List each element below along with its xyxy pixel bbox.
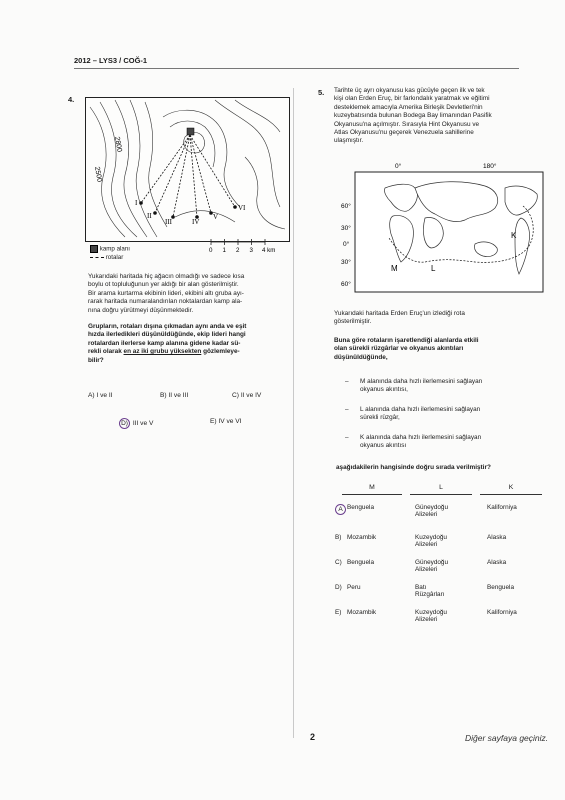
selected-answer-mark: D): [119, 418, 130, 429]
page-header: 2012 – LYS3 / COĞ-1: [74, 56, 148, 65]
next-page-note: Diğer sayfaya geçiniz.: [465, 733, 549, 743]
statement-l: L alanında daha hızlı ilerlemesini sağlayan sürekli rüzgâr,: [360, 406, 481, 422]
selected-answer-mark: A: [335, 504, 346, 515]
longitude-180: 180°: [483, 163, 497, 170]
q5-option-b[interactable]: B) Mozambik Kuzeydoğu Alizeleri Alaska: [335, 534, 507, 548]
column-divider: [293, 88, 294, 738]
column-header-l: L: [439, 484, 443, 491]
q4-option-a[interactable]: A) I ve II: [88, 392, 113, 399]
question-5-intro: Tarihte üç ayrı okyanusu kas gücüyle geçen ilk ve tek kişi olan Erden Eruç, bir farkındalık yaratmak ve eğitimi desteklemek amacıyla Amerika Birleşik Devletleri'nin kuzeybatısında bulunan Bodega Bay limanından Pasifik Okyanusu'na açılmıştır. Sırasıyla Hint Okyanusu ve Atlas Okyanusu'nu geçerek Venezuela sahillerine ulaşmıştır.: [334, 87, 492, 145]
scale-tick-1: 1: [222, 247, 226, 254]
scale-tick-3: 3: [249, 247, 253, 254]
latitude-0: 0°: [343, 241, 350, 248]
longitude-0: 0°: [395, 163, 402, 170]
latitude-30n: 30°: [341, 225, 351, 232]
q5-option-e[interactable]: E) Mozambik Kuzeydoğu Alizeleri Kaliforniya: [335, 609, 517, 623]
question-5-number: 5.: [318, 88, 325, 97]
point-I: I: [135, 199, 138, 207]
question-4-stem: Yukarıdaki haritada hiç ağacın olmadığı ve sadece kısa boylu ot topluluğunun yer aldığı bir alan gösterilmiştir. Bir arama kurtarma ekibinin lideri, ekibini altı gruba ayı- rarak haritada numaralandırılan noktalardan kamp ala- nına doğru yürütmeyi düşünmektedir.: [88, 273, 245, 314]
latitude-60n: 60°: [341, 203, 351, 210]
q4-option-b[interactable]: B) II ve III: [160, 392, 189, 399]
header-divider: [74, 68, 519, 69]
statement-m: M alanında daha hızlı ilerlemesini sağlayan okyanus akıntısı,: [360, 378, 483, 394]
q5-option-a-selected[interactable]: A Benguela Güneydoğu Alizeleri Kaliforniya: [335, 504, 545, 534]
point-V: V: [213, 213, 219, 221]
point-IV: IV: [192, 218, 200, 226]
scale-bar: [205, 236, 285, 254]
scale-tick-0: 0: [209, 247, 213, 254]
question-4-number: 4.: [68, 95, 75, 104]
point-VI: VI: [238, 204, 246, 212]
underlined-emphasis: en az iki grubu yüksekten: [123, 348, 202, 356]
latitude-60s: 60°: [341, 281, 351, 288]
q5-option-d[interactable]: D) Peru Batı Rüzgârları Benguela: [335, 584, 515, 598]
world-route-map: [325, 158, 545, 298]
latitude-30s: 30°: [341, 259, 351, 266]
q4-option-c[interactable]: C) II ve IV: [232, 392, 262, 399]
column-header-m: M: [369, 484, 375, 491]
contour-label-2800: 2800: [113, 136, 123, 153]
answer-table: [330, 484, 545, 498]
point-III: III: [165, 218, 172, 226]
q4-option-e[interactable]: E) IV ve VI: [210, 418, 242, 425]
route-legend-icon: [90, 257, 104, 258]
area-label-m: M: [391, 264, 398, 273]
question-5-ask: aşağıdakilerin hangisinde doğru sırada verilmiştir?: [336, 464, 491, 471]
statement-k: K alanında daha hızlı ilerlemesini sağlayan okyanus akıntısı: [360, 434, 482, 450]
scale-tick-2: 2: [236, 247, 240, 254]
map-caption: Yukarıdaki haritada Erden Eruç'un izlediği rota gösterilmiştir.: [334, 310, 465, 326]
area-label-l: L: [431, 264, 436, 273]
q4-option-d-selected[interactable]: D) III ve V: [119, 418, 153, 429]
legend-route: rotalar: [90, 254, 123, 261]
area-label-k: K: [511, 231, 517, 240]
scale-tick-4: 4 km: [262, 247, 276, 254]
camp-legend-icon: [90, 245, 98, 253]
answer-options: [335, 504, 545, 634]
contour-label-2500: 2500: [93, 166, 103, 183]
point-II: II: [147, 212, 152, 220]
camp-topographic-map: [85, 97, 290, 242]
page-number: 2: [310, 732, 316, 742]
legend-camp: kamp alanı: [90, 245, 130, 253]
camp-site-marker: [187, 128, 194, 135]
question-5-prompt: Buna göre rotaların işaretlendiği alanlarda etkili olan sürekli rüzgârlar ve okyanus akıntıları düşünüldüğünde,: [334, 337, 479, 361]
q5-option-c[interactable]: C) Benguela Güneydoğu Alizeleri Alaska: [335, 559, 507, 573]
question-4-prompt: Grupların, rotaları dışına çıkmadan aynı anda ve eşit hızda ilerledikleri düşünüldüğünde, ekip lideri hangi rotalardan ilerlerse kamp alanına gidene kadar sü- rekli olarak en az iki grubu yüksekten gözlemleye- bilir?: [88, 323, 247, 364]
statement-dash-2: –: [345, 406, 349, 413]
column-header-k: K: [508, 484, 514, 491]
statement-dash-3: –: [345, 434, 349, 441]
statement-dash-1: –: [345, 378, 349, 385]
